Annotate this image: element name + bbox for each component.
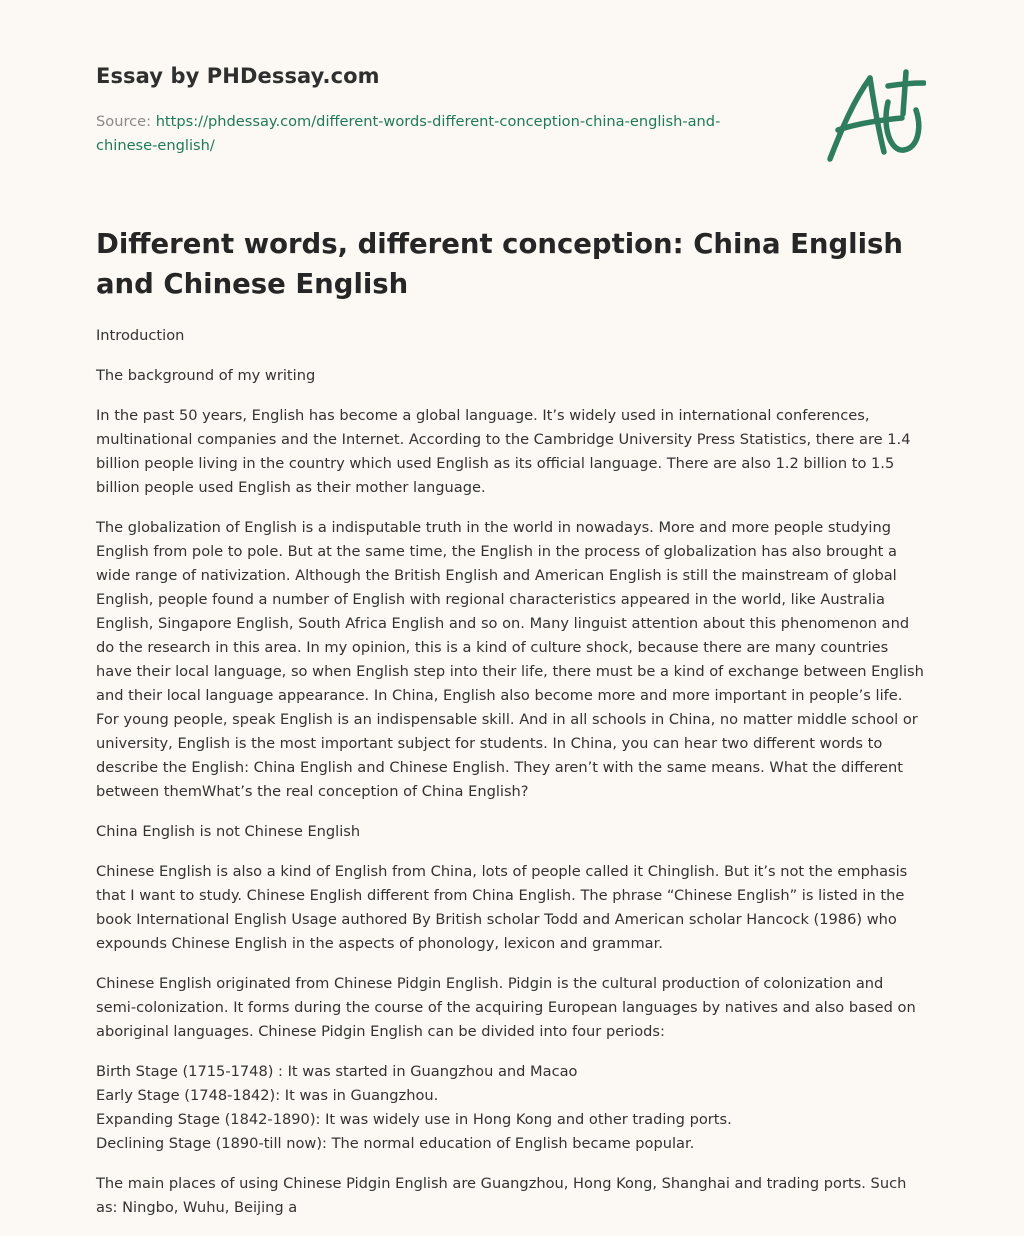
- essay-content: [96, 324, 924, 1236]
- paragraph-global-language: In the past 50 years, English has become a global language. It’s widely used in international conferences, multinational companies and the Internet. According to the Cambridge University Press Statistics, there are 1.4 billion people living in the country which used English as its official language. There are also 1.2 billion to 1.5 billion people used English as their mother language.: [96, 407, 911, 496]
- period-expanding-stage: Expanding Stage (1842-1890): It was widely use in Hong Kong and other trading ports.: [96, 1111, 732, 1128]
- paragraph-pidgin-origin: Chinese English originated from Chinese Pidgin English. Pidgin is the cultural production of colonization and semi-colonization. It forms during the course of the acquiring European languages by natives and also based on aboriginal languages. Chinese Pidgin English can be divided into four periods:: [96, 975, 916, 1040]
- essay-title: Different words, different conception: China English and Chinese English: [96, 228, 903, 300]
- source-link-line2: chinese-english/: [96, 137, 215, 154]
- paragraph-chinglish: Chinese English is also a kind of English from China, lots of people called it Chinglish. But it’s not the emphasis that I want to study. Chinese English different from China English. The phrase “Chinese English” is listed in the book International English Usage authored By British scholar Todd and American scholar Hancock (1986) who expounds Chinese English in the aspects of phonology, lexicon and grammar.: [96, 863, 908, 952]
- source-link-line1: https://phdessay.com/different-words-different-conception-china-english-and-: [155, 113, 721, 130]
- heading-background: The background of my writing: [96, 367, 316, 384]
- heading-china-english-not-chinese-english: China English is not Chinese English: [96, 823, 361, 840]
- period-declining-stage: Declining Stage (1890-till now): The normal education of English became popular.: [96, 1135, 695, 1152]
- heading-introduction: Introduction: [96, 327, 185, 344]
- site-title: Essay by PHDessay.com: [96, 64, 380, 88]
- pidgin-periods-list: [96, 1060, 924, 1156]
- source-link[interactable]: [96, 113, 720, 154]
- paragraph-globalization: The globalization of English is a indisputable truth in the world in nowadays. More and more people studying English from pole to pole. But at the same time, the English in the process of globalization has also brought a wide range of nativization. Although the British English and American English is still the mainstream of global English, people found a number of English with regional characteristics appeared in the world, like Australia English, Singapore English, South Africa English and so on. Many linguist attention about this phenomenon and do the research in this area. In my opinion, this is a kind of culture shock, because there are many countries have their local language, so when English step into their life, there must be a kind of exchange between English and their local language appearance. In China, English also become more and more important in people’s life. For young people, speak English is an indispensable skill. And in all schools in China, no matter middle school or university, English is the most important subject for students. In China, you can hear two different words to describe the English: China English and Chinese English. They aren’t with the same means. What the different between themWhat’s the real conception of China English?: [96, 519, 924, 800]
- source-line: [96, 110, 786, 158]
- source-label: Source:: [96, 113, 156, 130]
- period-birth-stage: Birth Stage (1715-1748) : It was started in Guangzhou and Macao: [96, 1063, 578, 1080]
- period-early-stage: Early Stage (1748-1842): It was in Guangzhou.: [96, 1087, 439, 1104]
- paragraph-main-places: The main places of using Chinese Pidgin English are Guangzhou, Hong Kong, Shanghai and trading ports. Such as: Ningbo, Wuhu, Beijing a: [96, 1175, 907, 1216]
- a-plus-logo-icon: [824, 66, 926, 166]
